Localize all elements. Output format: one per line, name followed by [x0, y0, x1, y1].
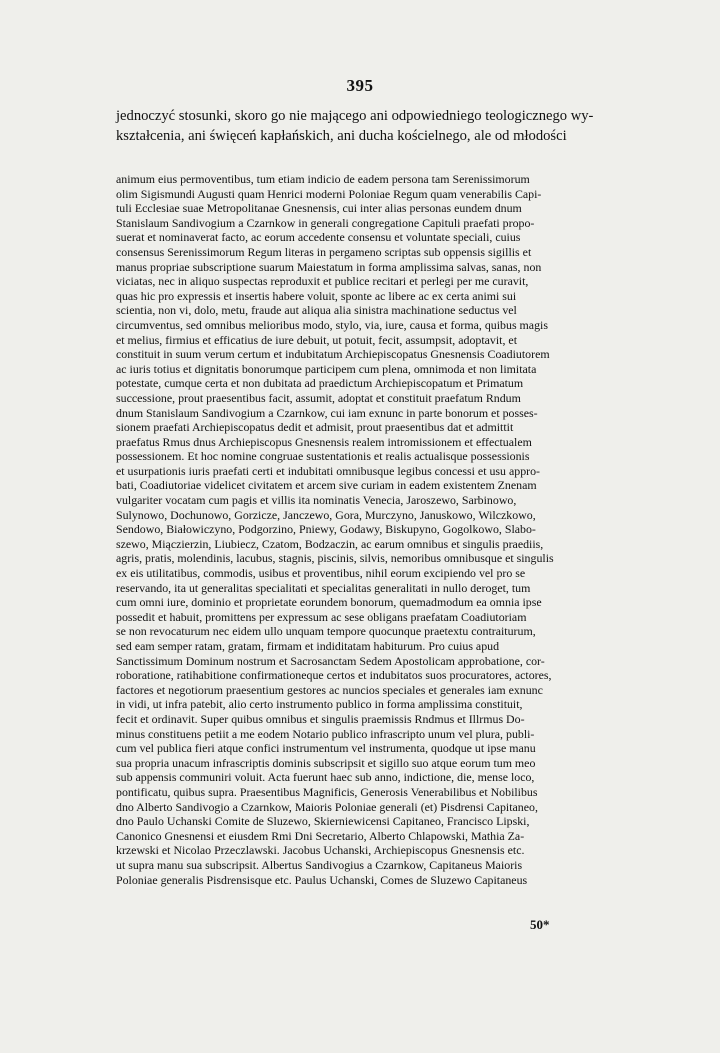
body-line: praefatus Rmus dnus Archiepiscopus Gnesnensis realem intromissionem et effectualem	[116, 434, 532, 449]
latin-document-text	[116, 172, 612, 887]
body-line: scientia, non vi, dolo, metu, fraude aut aliqua alia sinistra machinatione seductus vel	[116, 303, 517, 318]
signature-mark: 50*	[530, 917, 550, 932]
intro-line: jednoczyć stosunki, skoro go nie mającego ani odpowiedniego teologicznego wy-	[116, 108, 594, 124]
body-line: ex eis utilitatibus, commodis, usibus et proventibus, nihil eorum excipiendo vel pro se	[116, 566, 526, 581]
body-line: minus constituens petiit a me eodem Notario publico infrascripto unum vel plura, publi-	[116, 726, 535, 741]
body-line: ut supra manu sua subscripsit. Albertus Sandivogius a Czarnkow, Capitaneus Maioris	[116, 857, 523, 872]
body-line: sed eam semper ratam, gratam, firmam et indiditatam habiturum. Pro cuius apud	[116, 639, 500, 653]
body-line: suerat et nominaverat facto, ac eorum accedente consensu et voluntate speciali, cuius	[116, 230, 521, 245]
intro-line: kształcenia, ani święceń kapłańskich, ani ducha kościelnego, ale od młodości	[116, 128, 567, 144]
body-line: bati, Coadiutoriae videlicet civitatem et arcem sive curiam in eadem existentem Znenam	[116, 478, 537, 493]
body-line: Stanislaum Sandivogium a Czarnkow in generali congregatione Capituli praefati propo-	[116, 215, 535, 230]
body-line: Sendowo, Białowiczyno, Podgorzino, Pniewy, Godawy, Biskupyno, Gogolkowo, Slabo-	[116, 522, 536, 537]
body-line: animum eius permoventibus, tum etiam indicio de eadem persona tam Serenissimorum	[116, 172, 530, 186]
intro-paragraph	[116, 106, 612, 146]
body-line: et melius, firmius et efficatius de iure debuit, ut potuit, fecit, assumpsit, adoptavit, et	[116, 332, 518, 347]
body-line: reservando, ita ut generalitas specialitati et specialitas generalitati in nullo deroget, tum	[116, 580, 531, 595]
body-line: consensus Serenissimorum Regum literas in pergameno scriptas sub oppensis sigillis et	[116, 244, 532, 259]
body-line: szewo, Miączierzin, Liubiecz, Czatom, Bodzaczin, ac earum omnibus et singulis praediis,	[116, 536, 544, 551]
body-line: krzewski et Nicolao Przeczlawski. Jacobus Uchanski, Archiepiscopus Gnesnensis etc.	[116, 843, 525, 858]
body-line: cum omni iure, dominio et proprietate eorundem bonorum, quemadmodum ea omnia ipse	[116, 595, 542, 610]
body-line: sub appensis communiri voluit. Acta fuerunt haec sub anno, indictione, die, mense loco,	[116, 770, 535, 785]
body-line: agris, pratis, molendinis, lacubus, stagnis, piscinis, silvis, nemoribus omnibusque et singulis	[116, 551, 554, 566]
body-line: circumventus, sed omnibus melioribus modo, stylo, via, iure, causa et forma, quibus magis	[116, 317, 548, 332]
body-line: se non revocaturum nec eidem ullo unquam tempore quocunque praetextu contraiturum,	[116, 624, 536, 639]
body-line: dno Paulo Uchanski Comite de Sluzewo, Skierniewicensi Capitaneo, Francisco Lipski,	[116, 814, 530, 829]
body-line: viciatas, nec in aliquo suspectas reproduxit et publice recitari et perlegi per me curavit,	[116, 274, 529, 289]
body-line: successione, prout praesentibus facit, assumit, adoptat et constituit praefatum Rndum	[116, 390, 521, 405]
body-line: ac iuris totius et dignitatis bonorumque participem cum plena, omnimoda et non limitata	[116, 361, 537, 376]
body-line: et usurpationis iuris praefati certi et indubitati omnibusque legibus concessi et usu appro-	[116, 463, 540, 478]
body-line: vulgariter vocatam cum pagis et villis ita nominatis Venecia, Jaroszewo, Sarbinowo,	[116, 493, 517, 508]
body-line: possessionem. Et hoc nomine congruae sustentationis et realis actualisque possessionis	[116, 449, 530, 464]
body-line: factores et negotiorum praesentium gestores ac nuncios speciales et generales iam exnunc	[116, 682, 543, 697]
body-line: in vidi, ut infra patebit, alio certo instrumento publico in forma amplissima constituit,	[116, 697, 523, 712]
body-line: potestate, cumque certa et non dubitata ad praedictum Archiepiscopatum et Primatum	[116, 376, 524, 391]
body-line: Sulynowo, Dochunowo, Gorzicze, Janczewo, Gora, Murczyno, Januskowo, Wilczkowo,	[116, 507, 536, 522]
body-line: quas hic pro expressis et insertis habere voluit, sponte ac libere ac ex certa animi sui	[116, 288, 517, 303]
body-line: constituit in suum verum certum et indubitatum Archiepiscopatus Gnesnensis Coadiutorem	[116, 347, 550, 362]
body-line: olim Sigismundi Augusti quam Henrici moderni Poloniae Regum quam venerabilis Capi-	[116, 186, 542, 201]
body-line: pontificatu, quibus supra. Praesentibus Magnificis, Generosis Venerabilibus et Nobilibus	[116, 784, 538, 799]
body-line: Poloniae generalis Pisdrensisque etc. Paulus Uchanski, Comes de Sluzewo Capitaneus	[116, 872, 528, 887]
body-line: sionem praefati Archiepiscopatus dedit et admisit, prout praesentibus dat et admittit	[116, 420, 514, 435]
body-line: Canonico Gnesnensi et eiusdem Rmi Dni Secretario, Alberto Chlapowski, Mathia Za-	[116, 828, 525, 843]
body-line: manus propriae subscriptione suarum Maiestatum in forma amplissima salvas, sanas, non	[116, 259, 542, 274]
body-line: dno Alberto Sandivogio a Czarnkow, Maioris Poloniae generali (et) Pisdrensi Capitaneo,	[116, 799, 538, 814]
body-line: fecit et ordinavit. Super quibus omnibus et singulis praemissis Rndmus et Illrmus Do-	[116, 711, 525, 726]
body-line: cum vel publica fieri atque confici instrumentum vel instrumenta, quodque ut ipse manu	[116, 741, 536, 756]
body-line: Sanctissimum Dominum nostrum et Sacrosanctam Sedem Apostolicam approbatione, cor-	[116, 653, 545, 668]
body-line: possedit et habuit, promittens per expressum ac sese obligans praefatam Coadiutoriam	[116, 609, 527, 624]
body-line: tuli Ecclesiae suae Metropolitanae Gnesnensis, cui inter alias personas eundem dnum	[116, 201, 522, 216]
body-line: roboratione, ratihabitione confirmationeque certos et indubitatos suos procuratores, actores,	[116, 668, 552, 683]
body-line: dnum Stanislaum Sandivogium a Czarnkow, cui iam exnunc in parte bonorum et posses-	[116, 405, 538, 420]
body-line: sua propria unacum infrascriptis dominis subscripsit et sigillo suo atque eorum tum meo	[116, 755, 536, 770]
page-number: 395	[346, 76, 374, 95]
